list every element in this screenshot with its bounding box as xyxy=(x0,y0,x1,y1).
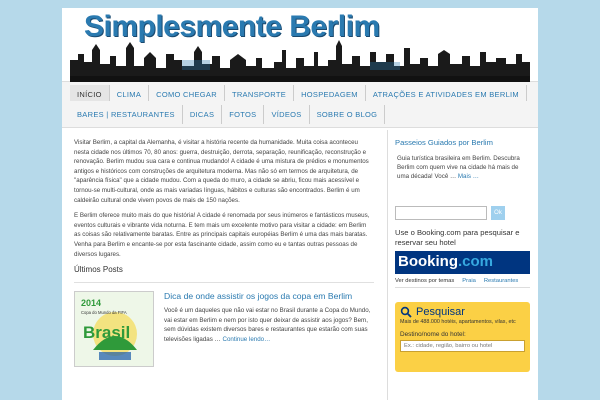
thumb-line-text: Copa do Mundo da FIFA xyxy=(81,310,127,316)
post-excerpt xyxy=(164,306,374,344)
thumb-country-text: Brasil xyxy=(83,323,131,343)
nav-atracoes[interactable]: ATRAÇÕES E ATIVIDADES EM BERLIM xyxy=(366,85,527,101)
search-icon xyxy=(400,306,412,318)
nav-bares-restaurantes[interactable]: BARES | RESTAURANTES xyxy=(70,105,183,124)
destination-input[interactable]: Ex.: cidade, região, bairro ou hotel xyxy=(400,340,525,352)
column-divider xyxy=(387,130,388,400)
search-input[interactable] xyxy=(395,206,487,220)
tours-more-link[interactable]: Mais … xyxy=(457,173,479,181)
post-body xyxy=(164,291,374,367)
nav-transporte[interactable]: TRANSPORTE xyxy=(225,85,294,101)
booking-widget-header xyxy=(400,306,525,318)
booking-tab-themes[interactable]: Ver destinos por temas xyxy=(395,277,455,284)
intro-paragraph-2: E Berlim oferece muito mais do que história! A cidade é renomada por seus inúmeros e fantásticos museus, eventos culturais e vibrante vida noturna. E tem mais um excelente motivo para visitar a cidade: em Berlim as coisas são relativamente baratas. Entre as principais capitais européias Berlim é uma das mais baratas. Venha para Berlim e encante-se por esta fascinante cidade, assim como eu e tantas outras pessoas de diversos lugares. xyxy=(74,212,370,258)
sidebar xyxy=(395,138,530,372)
nav-row-2 xyxy=(70,105,538,124)
divider xyxy=(74,282,374,283)
site-header xyxy=(62,8,538,82)
tours-widget-text xyxy=(395,154,530,182)
nav-videos[interactable]: VÍDEOS xyxy=(264,105,309,124)
post-item xyxy=(74,291,374,367)
post-excerpt-text: Você é um daqueles que não vai estar no Brasil durante a Copa do Mundo, vai estar em Berlim e nem por isto quer deixar de assistir aos jogos? Bem, sem dúvidas existem diversos bares e restaurantes que estarão com suas televisões ligadas … xyxy=(164,307,371,343)
nav-row-1 xyxy=(70,82,538,101)
nav-clima[interactable]: CLIMA xyxy=(110,85,149,101)
search-form xyxy=(395,206,530,220)
booking-widget-title: Pesquisar xyxy=(416,305,465,318)
world-cup-logo-image xyxy=(75,292,154,367)
nav-hospedagem[interactable]: HOSPEDAGEM xyxy=(294,85,366,101)
post-thumbnail[interactable] xyxy=(74,291,154,367)
booking-logo-suffix: .com xyxy=(458,252,494,270)
destination-label: Destino/nome do hotel: xyxy=(400,330,466,338)
nav-sobre-o-blog[interactable]: SOBRE O BLOG xyxy=(310,105,386,124)
booking-logo-main: Booking xyxy=(398,252,458,270)
booking-search-widget xyxy=(395,302,530,372)
tours-text: Guia turística brasileira em Berlim. Descubra Berlim com quem vive na cidade há mais de uma década! Você … xyxy=(397,155,520,181)
berlin-skyline-image xyxy=(70,40,530,82)
post-title-link[interactable]: Dica de onde assistir os jogos da copa em Berlim xyxy=(164,291,353,302)
main-content xyxy=(74,138,374,367)
thumb-year-text: 2014 xyxy=(81,298,102,309)
booking-widget-subtitle: Mais de 488.000 hotéis, apartamentos, vilas, etc xyxy=(400,318,516,325)
latest-posts-heading: Últimos Posts xyxy=(74,265,123,275)
main-navigation xyxy=(62,82,538,128)
nav-como-chegar[interactable]: COMO CHEGAR xyxy=(149,85,225,101)
booking-tabs xyxy=(395,278,530,288)
search-submit-button[interactable]: Ok xyxy=(491,206,505,220)
booking-tab-restaurants[interactable]: Restaurantes xyxy=(483,277,519,284)
page-container xyxy=(62,8,538,400)
nav-fotos[interactable]: FOTOS xyxy=(222,105,264,124)
booking-promo-text: Use o Booking.com para pesquisar e reservar seu hotel xyxy=(395,227,520,247)
booking-logo[interactable] xyxy=(395,251,530,274)
nav-dicas[interactable]: DICAS xyxy=(183,105,222,124)
intro-paragraph: Visitar Berlim, a capital da Alemanha, é visitar a história recente da humanidade. Muita coisa aconteceu nesta cidade nos últimos 70, 80 anos: guerra, destruição, derrota, separação, reunificação, reconstrução e renovação. Berlim mudou sua cara e continua mudando! A cidade é uma mistura de prédios e monumentos antigos e históricos com construções de arquitetura moderna. Mas não só em termos de arquitetura, de "aparência física" que a cidade mudou. Com a queda do muro, a cidade se abriu, ficou mais acessível e tornou-se multi-cultural, onde as mais variadas línguas, hábitos e culturas são encontrados. Berlim é um caldeirão cultural onde vivem povos de mais de 150 nações. xyxy=(74,139,369,204)
booking-tab-beach[interactable]: Praia xyxy=(462,277,476,284)
tours-widget-title[interactable]: Passeios Guiados por Berlim xyxy=(395,138,493,147)
nav-inicio[interactable]: INÍCIO xyxy=(70,85,110,101)
site-title[interactable]: Simplesmente Berlim xyxy=(84,10,380,43)
continue-reading-link[interactable]: Continue lendo… xyxy=(222,335,271,343)
